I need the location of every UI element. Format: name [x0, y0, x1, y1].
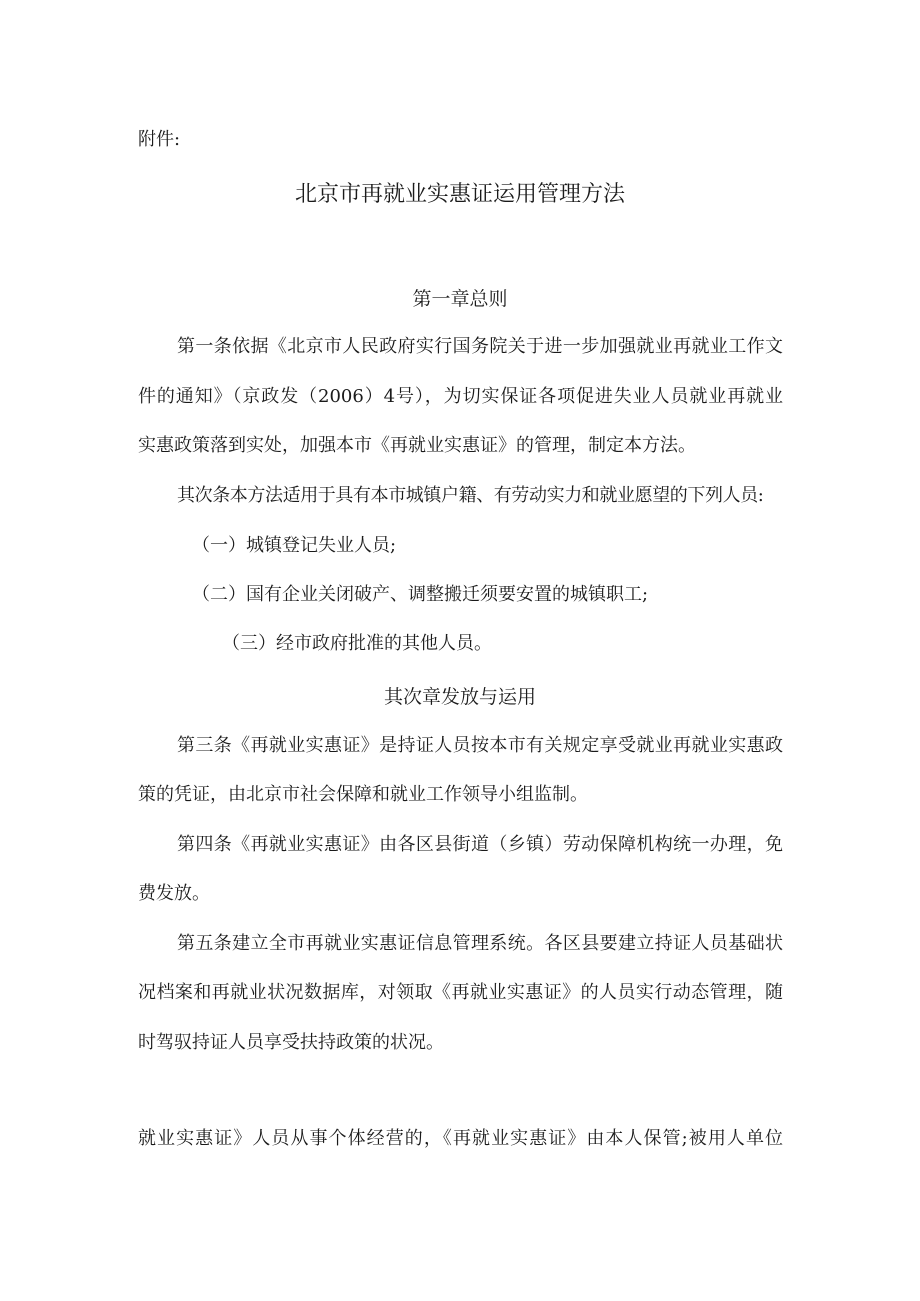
article-3-line-1: 第三条《再就业实惠证》是持证人员按本市有关规定享受就业再就业实惠政 — [177, 735, 783, 756]
article-1-line-1: 第一条依据《北京市人民政府实行国务院关于进一步加强就业再就业工作文 — [177, 336, 783, 357]
attachment-label: 附件: — [138, 129, 181, 150]
article-6-fragment: 就业实惠证》人员从事个体经营的，《再就业实惠证》由本人保管;被用人单位 — [138, 1128, 783, 1149]
list-item-3: （三）经市政府批准的其他人员。 — [222, 633, 492, 654]
document-title: 北京市再就业实惠证运用管理方法 — [294, 182, 625, 207]
chapter-1-heading: 第一章总则 — [412, 288, 508, 310]
list-item-1: （一）城镇登记失业人员; — [192, 535, 397, 556]
article-5-line-1: 第五条建立全市再就业实惠证信息管理系统。各区县要建立持证人员基础状 — [177, 933, 783, 954]
article-4-line-1: 第四条《再就业实惠证》由各区县街道（乡镇）劳动保障机构统一办理，免 — [177, 834, 783, 855]
article-5-line-3: 时驾驭持证人员享受扶持政策的状况。 — [138, 1032, 444, 1053]
article-1-line-3: 实惠政策落到实处，加强本市《再就业实惠证》的管理，制定本方法。 — [138, 435, 696, 456]
article-1-line-2: 件的通知》（京政发（2006）4号），为切实保证各项促进失业人员就业再就业 — [138, 386, 783, 407]
article-2: 其次条本方法适用于具有本市城镇户籍、有劳动实力和就业愿望的下列人员: — [177, 485, 764, 506]
chapter-2-heading: 其次章发放与运用 — [383, 686, 536, 708]
article-4-line-2: 费发放。 — [138, 883, 210, 904]
list-item-2: （二）国有企业关闭破产、调整搬迁须要安置的城镇职工; — [192, 584, 649, 605]
article-3-line-2: 策的凭证，由北京市社会保障和就业工作领导小组监制。 — [138, 784, 588, 805]
article-5-line-2: 况档案和再就业状况数据库，对领取《再就业实惠证》的人员实行动态管理，随 — [138, 982, 783, 1003]
